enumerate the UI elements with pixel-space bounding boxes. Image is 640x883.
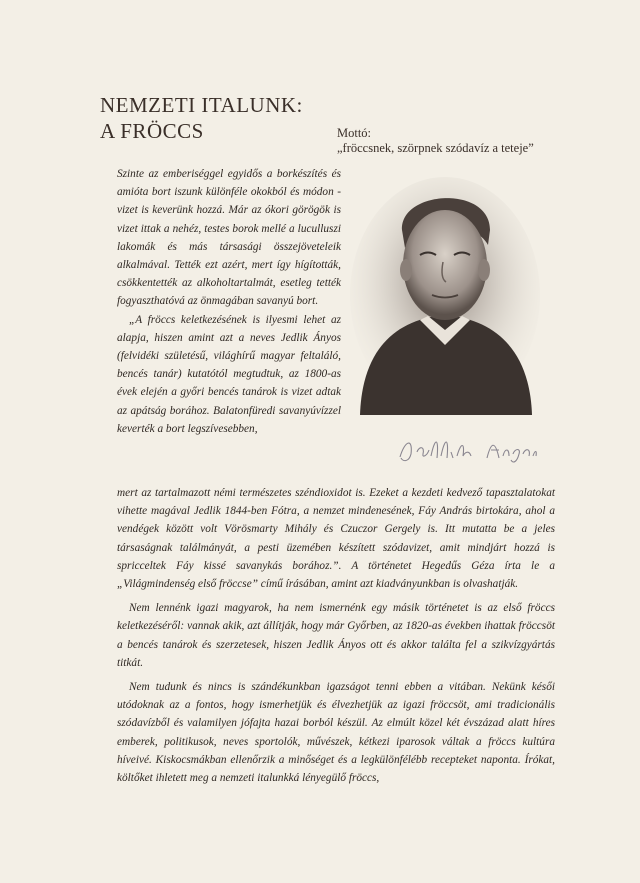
paragraph-gyor-story: Nem lennénk igazi magyarok, ha nem ismernénk egy másik történetet is az első fröccs keletkezéséről: vannak akik, azt állítják, hogy már Győrben, az 1820-as években ihattak fröccsöt a bencés tanárok és szerzetesek, hiszen Jedlik Ányos ott és akkor találta fel a szikvízgyártás titkát. xyxy=(117,602,555,669)
paragraph-history-continued: mert az tartalmazott némi természetes széndioxidot is. Ezeket a kezdeti kedvező tapasztalatokat vihette magával Jedlik 1844-ben Fótra, a nemzet mindenesének, Fáy András birtokára, ahol a vendégek között volt Vörösmarty Mihály és Czuczor Gergely is. Itt mutatta be a jeles társaságnak találmányát, a pesti üzemében készített szódavizet, amit mindjárt hozzá is spricceltek Fáy kissé savanykás borához.”. A történetet Hegedűs Géza írta le a „Világmindenség első fröccse” című írásában, amint azt kiadványunkban is olvashatják. xyxy=(117,487,555,591)
motto xyxy=(337,126,534,156)
title-line-2: A FRÖCCS xyxy=(100,119,204,143)
title-line-1: NEMZETI ITALUNK: xyxy=(100,93,303,117)
motto-label: Mottó: xyxy=(337,126,372,140)
paragraph-tradition: Nem tudunk és nincs is szándékunkban igazságot tenni ebben a vitában. Nekünk késői utódoknak az a fontos, hogy ismerhetjük és élvezhetjük az igazi fröccsöt, ami tradicionális szódavízből és valamilyen jófajta hazai borból készül. Az elmúlt közel két évszázad alatt híres emberek, politikusok, neves sportolók, művészek, kétkezi iparosok váltak a fröccs kultúra híveivé. Kiskocsmákban ellenőrzik a minőséget és a legkülönfélébb recepteket naponta. Írókat, költőket ihletett meg a nemzeti italunkká lényegülő fröccs, xyxy=(117,681,555,785)
jedlik-signature xyxy=(395,432,540,468)
page-title xyxy=(100,92,303,144)
paragraph-intro: Szinte az emberiséggel egyidős a borkészítés és amióta bort iszunk különféle okokból és módon - vizet is keverünk hozzá. Már az ókori görögök is vizet ittak a nehéz, testes borok mellé a luculluszi lakomák és más társasági összejöveteleik alkalmával. Tették ezt azért, mert így hígították, csökkentették az alkoholtartalmát, esetleg tették fogyaszthatóvá az önmagában savanyú bort. xyxy=(117,168,341,308)
jedlik-portrait-image xyxy=(350,170,540,415)
full-width-text xyxy=(117,484,555,793)
left-column-text xyxy=(117,165,341,438)
motto-quote: „fröccsnek, szörpnek szódavíz a teteje” xyxy=(337,141,534,155)
paragraph-history-start: „A fröccs keletkezésének is ilyesmi lehet az alapja, hiszen amint azt a neves Jedlik Ányos (felvidéki születésű, világhírű magyar feltaláló, bencés tanár) kutatótól megtudtuk, az 1800-as évek elején a győri bencés tanárok is vizet adtak az apátság borához. Balatonfüredi savanyúvízzel keverték a bort legszívesebben, xyxy=(117,313,341,435)
